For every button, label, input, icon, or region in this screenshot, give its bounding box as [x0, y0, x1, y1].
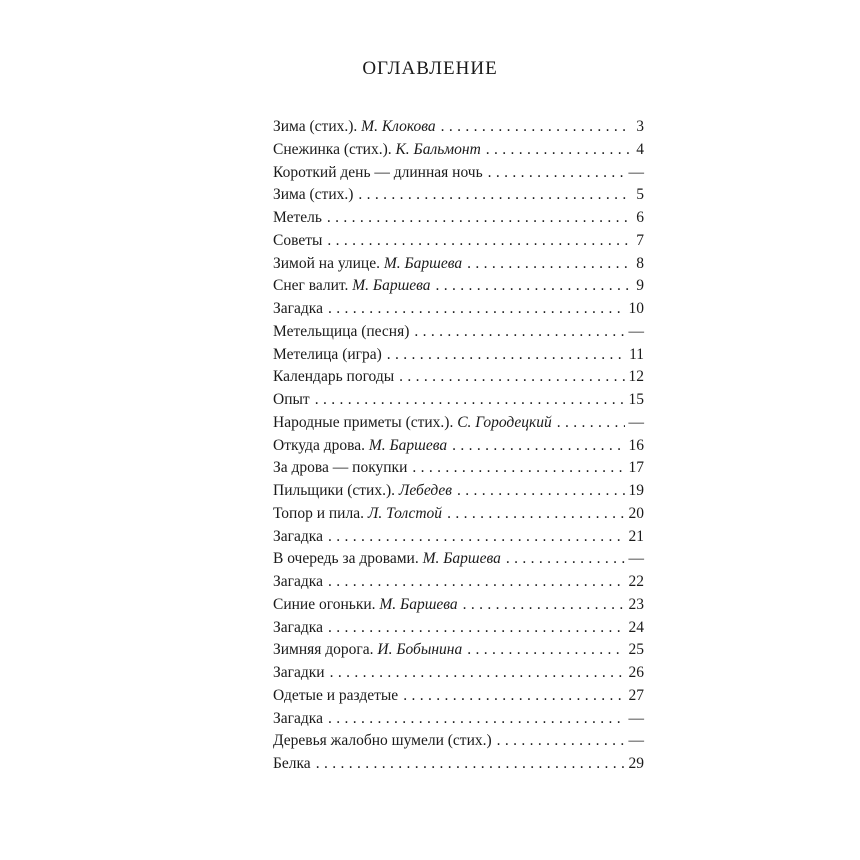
toc-entry-author: Л. Толстой: [367, 504, 443, 522]
toc-entry-text: [273, 639, 462, 662]
toc-entry: [273, 730, 644, 753]
toc-entry-text: [273, 753, 311, 776]
toc-entry-page-number: 10: [628, 300, 644, 317]
dot-leader: [457, 480, 625, 503]
toc-entry: [273, 139, 644, 162]
toc-entry-text: [273, 503, 442, 526]
toc-entry-page-number: 29: [628, 755, 644, 772]
toc-entry: [273, 344, 644, 367]
toc-entry: [273, 298, 644, 321]
toc-entry-title: Снег валит.: [273, 277, 349, 295]
dot-leader: [387, 344, 625, 367]
toc-entry: [273, 594, 644, 617]
toc-entry-author: М. Баршева: [383, 254, 463, 272]
toc-entry-author: К. Бальмонт: [395, 140, 481, 158]
toc-entry-text: [273, 594, 458, 617]
dot-leader: [506, 548, 625, 571]
toc-entry-page-number: —: [628, 163, 644, 181]
toc-entry-page-number: —: [628, 413, 644, 431]
toc-entry-text: [273, 184, 353, 207]
toc-entry-text: [273, 275, 431, 298]
toc-entry-page-number: 24: [628, 618, 644, 636]
dot-leader: [414, 321, 624, 344]
toc-entry: [273, 753, 644, 776]
toc-entry-text: [273, 412, 552, 435]
toc-entry-author: М. Баршева: [379, 595, 458, 613]
toc-entry: [273, 708, 644, 731]
dot-leader: [328, 526, 625, 549]
toc-entry-author: С. Городецкий: [457, 413, 552, 431]
toc-entry-page-number: 21: [628, 527, 644, 545]
toc-entry-author: М. Баршева: [422, 550, 501, 568]
toc-entry-text: [273, 617, 323, 640]
dot-leader: [328, 298, 625, 321]
dot-leader: [436, 275, 630, 298]
dot-leader: [447, 503, 624, 526]
toc-entry-text: [273, 662, 325, 685]
toc-entry-page-number: 3: [636, 118, 644, 135]
toc-entry-page-number: 23: [628, 595, 644, 613]
toc-entry-text: [273, 139, 481, 162]
toc-entry-title: Зимняя дорога.: [273, 641, 374, 659]
toc-entry-page-number: 9: [636, 277, 644, 295]
toc-entry: [273, 662, 644, 685]
toc-entry-page-number: 16: [628, 436, 644, 454]
toc-entry-title: Опыт: [273, 391, 310, 408]
toc-entry-page-number: 20: [628, 504, 644, 522]
toc-entry-text: [273, 298, 323, 321]
toc-entry: [273, 321, 644, 344]
toc-entry-page-number: —: [628, 322, 644, 340]
toc-entry-text: [273, 480, 452, 503]
toc-entry-page-number: 12: [628, 368, 644, 386]
toc-entry-text: [273, 685, 398, 708]
dot-leader: [412, 457, 624, 480]
toc-entry-title: Загадка: [273, 300, 323, 317]
toc-entry-title: Зимой на улице.: [273, 254, 380, 272]
toc-entry-page-number: —: [628, 732, 644, 750]
toc-entry: [273, 184, 644, 207]
toc-entry-text: [273, 730, 492, 753]
toc-entry-text: [273, 253, 462, 276]
toc-entry: [273, 480, 644, 503]
dot-leader: [463, 594, 625, 617]
toc-entry-author: М. Баршева: [368, 436, 448, 454]
toc-entry-text: [273, 389, 310, 412]
dot-leader: [327, 230, 630, 253]
toc-entry-title: Снежинка (стих.).: [273, 140, 392, 158]
page-title: ОГЛАВЛЕНИЕ: [362, 58, 498, 79]
dot-leader: [467, 639, 624, 662]
toc-entry-title: В очередь за дровами.: [273, 550, 419, 568]
toc-entry-title: Метель: [273, 209, 322, 226]
toc-entry-author: И. Бобынина: [377, 641, 463, 659]
toc-entry: [273, 571, 644, 594]
toc-entry: [273, 617, 644, 640]
toc-entry-title: Откуда дрова.: [273, 436, 365, 454]
toc-entry: [273, 548, 644, 571]
toc-entry-text: [273, 526, 323, 549]
toc-entry-text: [273, 571, 323, 594]
toc-entry-title: Загадка: [273, 618, 323, 636]
dot-leader: [403, 685, 624, 708]
toc-entry: [273, 207, 644, 230]
dot-leader: [557, 412, 625, 435]
toc-entry: [273, 275, 644, 298]
toc-entry-title: Пильщики (стих.).: [273, 482, 395, 499]
toc-entry-page-number: 11: [629, 345, 644, 363]
toc-entry: [273, 162, 644, 185]
toc-entry: [273, 457, 644, 480]
toc-entry-page-number: 17: [628, 459, 644, 477]
toc-entry-title: Загадка: [273, 527, 323, 545]
toc-entry: [273, 503, 644, 526]
toc-entry: [273, 366, 644, 389]
toc-entry-title: Зима (стих.): [273, 186, 354, 204]
toc-entry: [273, 253, 644, 276]
toc-entry-title: Синие огоньки.: [273, 595, 376, 613]
toc-entry: [273, 389, 644, 412]
toc-entry: [273, 230, 644, 253]
toc-entry-author: Лебедев: [398, 482, 452, 499]
toc-entry-title: Календарь погоды: [273, 368, 395, 386]
toc-entry-page-number: 7: [636, 231, 644, 249]
dot-leader: [316, 753, 625, 776]
dot-leader: [358, 184, 630, 207]
toc-entry-title: Топор и пила.: [273, 504, 364, 522]
toc-entry-title: Загадки: [273, 664, 325, 681]
toc-entry-page-number: —: [628, 550, 644, 568]
toc-entry-title: Метелица (игра): [273, 345, 382, 363]
dot-leader: [486, 139, 630, 162]
toc-entry-text: [273, 321, 409, 344]
toc-entry: [273, 526, 644, 549]
toc-entry-page-number: 5: [636, 186, 644, 204]
toc-entry-page-number: 19: [628, 482, 644, 499]
toc-entry-title: Загадка: [273, 573, 323, 590]
dot-leader: [441, 116, 630, 139]
toc-entry-page-number: 15: [628, 391, 644, 408]
toc-entry-page-number: 4: [636, 140, 644, 158]
dot-leader: [488, 162, 625, 185]
toc-entry-page-number: —: [628, 709, 644, 727]
toc-entry-text: [273, 366, 394, 389]
toc-entry-text: [273, 230, 322, 253]
toc-entry-text: [273, 435, 447, 458]
toc-entry-text: [273, 162, 483, 185]
toc-entry-text: [273, 708, 323, 731]
toc-entry: [273, 116, 644, 139]
toc-entry-title: За дрова — покупки: [273, 459, 408, 477]
dot-leader: [497, 730, 625, 753]
toc-entry-title: Короткий день — длинная ночь: [273, 163, 483, 181]
toc-entry-text: [273, 116, 436, 139]
toc-entry: [273, 685, 644, 708]
toc-entry-text: [273, 344, 382, 367]
toc-entry-title: Советы: [273, 231, 323, 249]
toc-entry-title: Зима (стих.).: [273, 118, 358, 135]
toc-entry-title: Загадка: [273, 709, 323, 727]
table-of-contents: [273, 116, 644, 776]
dot-leader: [328, 708, 625, 731]
toc-entry-title: Метельщица (песня): [273, 322, 410, 340]
dot-leader: [315, 389, 625, 412]
dot-leader: [467, 253, 630, 276]
toc-entry-page-number: 22: [628, 573, 644, 590]
toc-entry-title: Белка: [273, 755, 311, 772]
toc-entry-title: Деревья жалобно шумели (стих.): [273, 732, 492, 750]
toc-entry-page-number: 25: [628, 641, 644, 659]
toc-entry-author: М. Баршева: [352, 277, 431, 295]
dot-leader: [328, 617, 625, 640]
toc-entry: [273, 639, 644, 662]
toc-entry-title: Народные приметы (стих.).: [273, 413, 454, 431]
toc-entry-title: Одетые и раздетые: [273, 686, 399, 704]
dot-leader: [330, 662, 625, 685]
toc-entry-page-number: 6: [636, 209, 644, 226]
toc-entry: [273, 412, 644, 435]
toc-entry-page-number: 27: [628, 686, 644, 704]
toc-entry-author: М. Клокова: [361, 118, 436, 135]
toc-entry-text: [273, 207, 322, 230]
toc-entry: [273, 435, 644, 458]
toc-entry-text: [273, 548, 501, 571]
toc-entry-text: [273, 457, 407, 480]
dot-leader: [328, 571, 625, 594]
dot-leader: [452, 435, 624, 458]
toc-entry-page-number: 26: [628, 664, 644, 681]
dot-leader: [399, 366, 624, 389]
toc-entry-page-number: 8: [636, 254, 644, 272]
dot-leader: [327, 207, 630, 230]
